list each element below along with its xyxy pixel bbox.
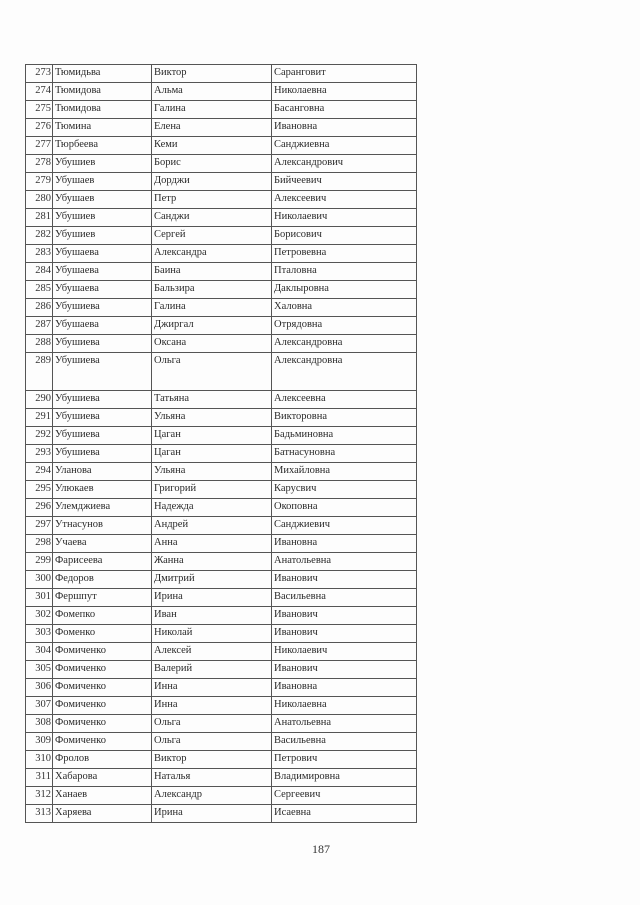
- last-name-cell: Убушаева: [53, 245, 152, 263]
- table-row: [26, 101, 417, 119]
- row-number-cell: 304: [26, 643, 53, 661]
- table-row: [26, 173, 417, 191]
- row-number-cell: 307: [26, 697, 53, 715]
- last-name-cell: Фомиченко: [53, 661, 152, 679]
- row-number-cell: 299: [26, 553, 53, 571]
- table-row: [26, 335, 417, 353]
- last-name-cell: Учаева: [53, 535, 152, 553]
- row-number-cell: 309: [26, 733, 53, 751]
- last-name-cell: Хабарова: [53, 769, 152, 787]
- patronymic-cell: Иванович: [272, 607, 417, 625]
- first-name-cell: Виктор: [152, 751, 272, 769]
- row-number-cell: 278: [26, 155, 53, 173]
- row-number-cell: 283: [26, 245, 53, 263]
- table-row: [26, 517, 417, 535]
- first-name-cell: Оксана: [152, 335, 272, 353]
- last-name-cell: Убушаев: [53, 191, 152, 209]
- first-name-cell: Надежда: [152, 499, 272, 517]
- last-name-cell: Фомиченко: [53, 733, 152, 751]
- table-row: [26, 481, 417, 499]
- first-name-cell: Николай: [152, 625, 272, 643]
- first-name-cell: Альма: [152, 83, 272, 101]
- row-number-cell: 310: [26, 751, 53, 769]
- first-name-cell: Бальзира: [152, 281, 272, 299]
- table-row: [26, 463, 417, 481]
- table-row: [26, 137, 417, 155]
- row-number-cell: 289: [26, 353, 53, 391]
- patronymic-cell: Бадьминовна: [272, 427, 417, 445]
- first-name-cell: Кеми: [152, 137, 272, 155]
- table-row: [26, 427, 417, 445]
- last-name-cell: Убушаева: [53, 317, 152, 335]
- first-name-cell: Жанна: [152, 553, 272, 571]
- last-name-cell: Тюмидьва: [53, 65, 152, 83]
- row-number-cell: 303: [26, 625, 53, 643]
- patronymic-cell: Борисович: [272, 227, 417, 245]
- patronymic-cell: Николаевич: [272, 209, 417, 227]
- first-name-cell: Галина: [152, 101, 272, 119]
- table-row: [26, 553, 417, 571]
- last-name-cell: Убушиев: [53, 155, 152, 173]
- row-number-cell: 306: [26, 679, 53, 697]
- patronymic-cell: Александровна: [272, 353, 417, 391]
- first-name-cell: Инна: [152, 679, 272, 697]
- table-row: [26, 499, 417, 517]
- last-name-cell: Улемджиева: [53, 499, 152, 517]
- row-number-cell: 285: [26, 281, 53, 299]
- table-row: [26, 245, 417, 263]
- row-number-cell: 284: [26, 263, 53, 281]
- first-name-cell: Ульяна: [152, 409, 272, 427]
- last-name-cell: Фоменко: [53, 625, 152, 643]
- first-name-cell: Джиргал: [152, 317, 272, 335]
- roster-table: [25, 64, 417, 823]
- first-name-cell: Борис: [152, 155, 272, 173]
- patronymic-cell: Алексеевна: [272, 391, 417, 409]
- first-name-cell: Дмитрий: [152, 571, 272, 589]
- row-number-cell: 295: [26, 481, 53, 499]
- patronymic-cell: Иванович: [272, 661, 417, 679]
- last-name-cell: Фомиченко: [53, 697, 152, 715]
- row-number-cell: 279: [26, 173, 53, 191]
- row-number-cell: 286: [26, 299, 53, 317]
- patronymic-cell: Петровевна: [272, 245, 417, 263]
- first-name-cell: Ольга: [152, 715, 272, 733]
- patronymic-cell: Бийчеевич: [272, 173, 417, 191]
- row-number-cell: 274: [26, 83, 53, 101]
- table-row: [26, 571, 417, 589]
- patronymic-cell: Александрович: [272, 155, 417, 173]
- table-row: [26, 409, 417, 427]
- first-name-cell: Иван: [152, 607, 272, 625]
- last-name-cell: Ханаев: [53, 787, 152, 805]
- patronymic-cell: Николаевна: [272, 83, 417, 101]
- row-number-cell: 275: [26, 101, 53, 119]
- patronymic-cell: Батнасуновна: [272, 445, 417, 463]
- last-name-cell: Федоров: [53, 571, 152, 589]
- row-number-cell: 273: [26, 65, 53, 83]
- patronymic-cell: Васильевна: [272, 589, 417, 607]
- table-row: [26, 751, 417, 769]
- table-row: [26, 679, 417, 697]
- first-name-cell: Баина: [152, 263, 272, 281]
- patronymic-cell: Саранговит: [272, 65, 417, 83]
- row-number-cell: 308: [26, 715, 53, 733]
- last-name-cell: Убушиева: [53, 427, 152, 445]
- row-number-cell: 281: [26, 209, 53, 227]
- row-number-cell: 301: [26, 589, 53, 607]
- patronymic-cell: Санджиевич: [272, 517, 417, 535]
- first-name-cell: Наталья: [152, 769, 272, 787]
- patronymic-cell: Ивановна: [272, 119, 417, 137]
- first-name-cell: Татьяна: [152, 391, 272, 409]
- table-row: [26, 191, 417, 209]
- row-number-cell: 287: [26, 317, 53, 335]
- row-number-cell: 288: [26, 335, 53, 353]
- last-name-cell: Убушаева: [53, 281, 152, 299]
- patronymic-cell: Санджиевна: [272, 137, 417, 155]
- patronymic-cell: Ивановна: [272, 535, 417, 553]
- first-name-cell: Андрей: [152, 517, 272, 535]
- first-name-cell: Дорджи: [152, 173, 272, 191]
- row-number-cell: 294: [26, 463, 53, 481]
- row-number-cell: 311: [26, 769, 53, 787]
- first-name-cell: Алексей: [152, 643, 272, 661]
- first-name-cell: Ольга: [152, 733, 272, 751]
- patronymic-cell: Карусвич: [272, 481, 417, 499]
- patronymic-cell: Отрядовна: [272, 317, 417, 335]
- last-name-cell: Убушаева: [53, 263, 152, 281]
- table-row: [26, 155, 417, 173]
- row-number-cell: 313: [26, 805, 53, 823]
- first-name-cell: Галина: [152, 299, 272, 317]
- row-number-cell: 292: [26, 427, 53, 445]
- row-number-cell: 312: [26, 787, 53, 805]
- table-row: [26, 535, 417, 553]
- patronymic-cell: Васильевна: [272, 733, 417, 751]
- row-number-cell: 297: [26, 517, 53, 535]
- last-name-cell: Фомиченко: [53, 643, 152, 661]
- row-number-cell: 291: [26, 409, 53, 427]
- table-row: [26, 697, 417, 715]
- patronymic-cell: Басанговна: [272, 101, 417, 119]
- last-name-cell: Убушиева: [53, 335, 152, 353]
- first-name-cell: Анна: [152, 535, 272, 553]
- table-row: [26, 805, 417, 823]
- patronymic-cell: Анатольевна: [272, 553, 417, 571]
- last-name-cell: Улюкаев: [53, 481, 152, 499]
- table-row: [26, 263, 417, 281]
- table-row: [26, 65, 417, 83]
- first-name-cell: Инна: [152, 697, 272, 715]
- row-number-cell: 302: [26, 607, 53, 625]
- patronymic-cell: Михайловна: [272, 463, 417, 481]
- row-number-cell: 280: [26, 191, 53, 209]
- first-name-cell: Виктор: [152, 65, 272, 83]
- first-name-cell: Ирина: [152, 589, 272, 607]
- last-name-cell: Фарисеева: [53, 553, 152, 571]
- last-name-cell: Уланова: [53, 463, 152, 481]
- patronymic-cell: Петрович: [272, 751, 417, 769]
- table-row: [26, 769, 417, 787]
- row-number-cell: 290: [26, 391, 53, 409]
- table-row: [26, 317, 417, 335]
- first-name-cell: Цаган: [152, 445, 272, 463]
- table-row: [26, 787, 417, 805]
- table-row: [26, 209, 417, 227]
- last-name-cell: Убушиева: [53, 409, 152, 427]
- last-name-cell: Тюмидова: [53, 83, 152, 101]
- table-row: [26, 119, 417, 137]
- row-number-cell: 298: [26, 535, 53, 553]
- table-row: [26, 83, 417, 101]
- patronymic-cell: Исаевна: [272, 805, 417, 823]
- row-number-cell: 277: [26, 137, 53, 155]
- first-name-cell: Елена: [152, 119, 272, 137]
- table-row: [26, 643, 417, 661]
- first-name-cell: Петр: [152, 191, 272, 209]
- last-name-cell: Тюмина: [53, 119, 152, 137]
- last-name-cell: Убушиева: [53, 299, 152, 317]
- last-name-cell: Фершпут: [53, 589, 152, 607]
- patronymic-cell: Владимировна: [272, 769, 417, 787]
- first-name-cell: Александра: [152, 245, 272, 263]
- page-number: 187: [312, 842, 330, 856]
- patronymic-cell: Анатольевна: [272, 715, 417, 733]
- row-number-cell: 296: [26, 499, 53, 517]
- patronymic-cell: Николаевна: [272, 697, 417, 715]
- last-name-cell: Фомиченко: [53, 679, 152, 697]
- first-name-cell: Ульяна: [152, 463, 272, 481]
- last-name-cell: Убушиева: [53, 353, 152, 391]
- first-name-cell: Александр: [152, 787, 272, 805]
- table-row: [26, 733, 417, 751]
- patronymic-cell: Николаевич: [272, 643, 417, 661]
- last-name-cell: Убушиева: [53, 445, 152, 463]
- last-name-cell: Фомиченко: [53, 715, 152, 733]
- row-number-cell: 305: [26, 661, 53, 679]
- table-row: [26, 227, 417, 245]
- table-row: [26, 391, 417, 409]
- row-number-cell: 276: [26, 119, 53, 137]
- table-row: [26, 625, 417, 643]
- last-name-cell: Утнасунов: [53, 517, 152, 535]
- table-row: [26, 715, 417, 733]
- row-number-cell: 282: [26, 227, 53, 245]
- patronymic-cell: Даклыровна: [272, 281, 417, 299]
- table-row: [26, 607, 417, 625]
- first-name-cell: Григорий: [152, 481, 272, 499]
- patronymic-cell: Иванович: [272, 625, 417, 643]
- last-name-cell: Фомепко: [53, 607, 152, 625]
- patronymic-cell: Иванович: [272, 571, 417, 589]
- table-row: [26, 589, 417, 607]
- patronymic-cell: Окоповна: [272, 499, 417, 517]
- table-row: [26, 353, 417, 391]
- last-name-cell: Убушиев: [53, 227, 152, 245]
- table-row: [26, 299, 417, 317]
- roster-table-body: [26, 65, 417, 823]
- last-name-cell: Убушаев: [53, 173, 152, 191]
- first-name-cell: Валерий: [152, 661, 272, 679]
- patronymic-cell: Сергеевич: [272, 787, 417, 805]
- patronymic-cell: Александровна: [272, 335, 417, 353]
- last-name-cell: Убушиев: [53, 209, 152, 227]
- first-name-cell: Сергей: [152, 227, 272, 245]
- patronymic-cell: Халовна: [272, 299, 417, 317]
- table-row: [26, 281, 417, 299]
- table-row: [26, 445, 417, 463]
- last-name-cell: Фролов: [53, 751, 152, 769]
- first-name-cell: Санджи: [152, 209, 272, 227]
- patronymic-cell: Алексеевич: [272, 191, 417, 209]
- table-row: [26, 661, 417, 679]
- last-name-cell: Тюмидова: [53, 101, 152, 119]
- last-name-cell: Тюрбеева: [53, 137, 152, 155]
- first-name-cell: Ирина: [152, 805, 272, 823]
- row-number-cell: 293: [26, 445, 53, 463]
- last-name-cell: Харяева: [53, 805, 152, 823]
- patronymic-cell: Ивановна: [272, 679, 417, 697]
- patronymic-cell: Пталовна: [272, 263, 417, 281]
- last-name-cell: Убушиева: [53, 391, 152, 409]
- row-number-cell: 300: [26, 571, 53, 589]
- patronymic-cell: Викторовна: [272, 409, 417, 427]
- first-name-cell: Цаган: [152, 427, 272, 445]
- first-name-cell: Ольга: [152, 353, 272, 391]
